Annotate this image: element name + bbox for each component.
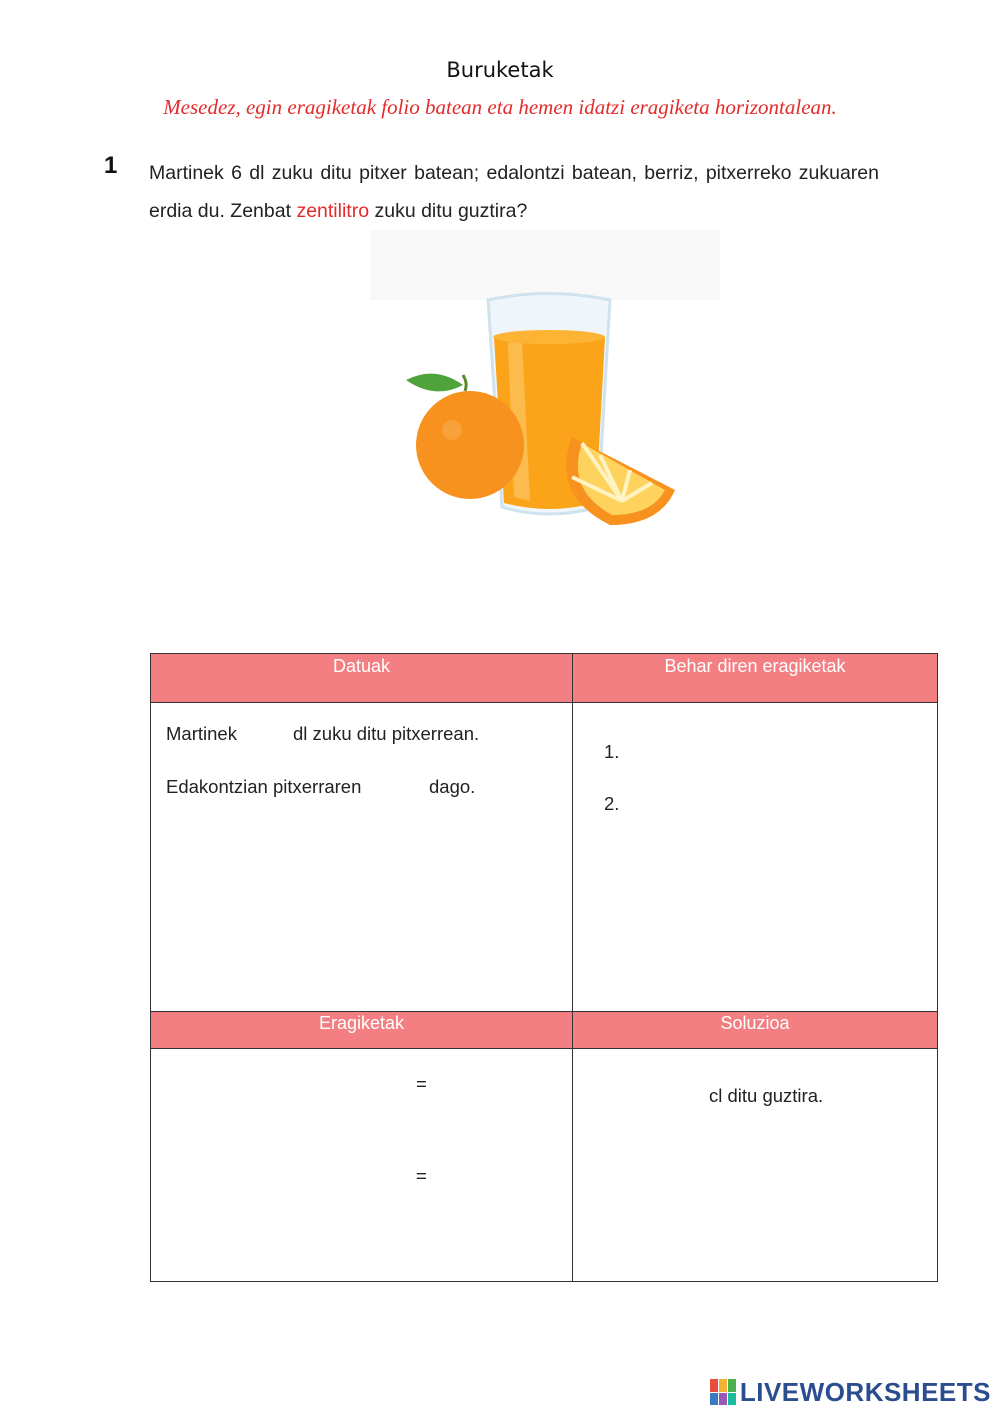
behar-header: Behar diren eragiketak	[573, 654, 937, 702]
question-text	[149, 154, 879, 230]
background-shape	[370, 230, 720, 300]
liveworksheets-logo	[710, 1375, 991, 1409]
datuak-line1-start: Martinek	[166, 723, 237, 744]
question-text-start: Martinek 6 dl zuku ditu pitxer batean; edalontzi batean, berriz, pitxerreko zukuaren erdia du. Zenbat	[149, 162, 879, 222]
row-divider	[151, 702, 937, 703]
eragiketak-header: Eragiketak	[151, 1012, 572, 1048]
answer-table	[150, 653, 938, 1282]
datuak-line1-end: dl zuku ditu pitxerrean.	[293, 723, 480, 744]
orange-juice-illustration	[360, 225, 730, 555]
orange-shine	[442, 420, 462, 440]
question-text-end: zuku ditu guztira?	[369, 200, 528, 222]
solution-text: cl ditu guztira.	[709, 1085, 824, 1106]
soluzioa-header: Soluzioa	[573, 1012, 937, 1048]
whole-orange	[416, 391, 524, 499]
equation-1-equals: =	[416, 1073, 427, 1094]
column-divider	[572, 654, 573, 1281]
question-number: 1	[104, 152, 118, 179]
datuak-line2-end: dago.	[429, 776, 476, 797]
datuak-header: Datuak	[151, 654, 572, 702]
logo-text: LIVEWORKSHEETS	[739, 1376, 991, 1407]
instruction-text: Mesedez, egin eragiketak folio batean eta hemen idatzi eragiketa horizontalean.	[163, 95, 837, 119]
juice-surface	[493, 330, 605, 344]
orange-leaf	[406, 374, 463, 392]
row-divider	[151, 1048, 937, 1049]
equation-2-equals: =	[416, 1165, 427, 1186]
step-1: 1.	[604, 741, 620, 762]
logo-icon	[710, 1379, 736, 1405]
step-2: 2.	[604, 793, 620, 814]
orange-stem	[463, 375, 466, 391]
datuak-line2-start: Edakontzian pitxerraren	[166, 776, 362, 797]
page-title: Buruketak	[446, 58, 554, 82]
question-highlight: zentilitro	[296, 200, 370, 222]
